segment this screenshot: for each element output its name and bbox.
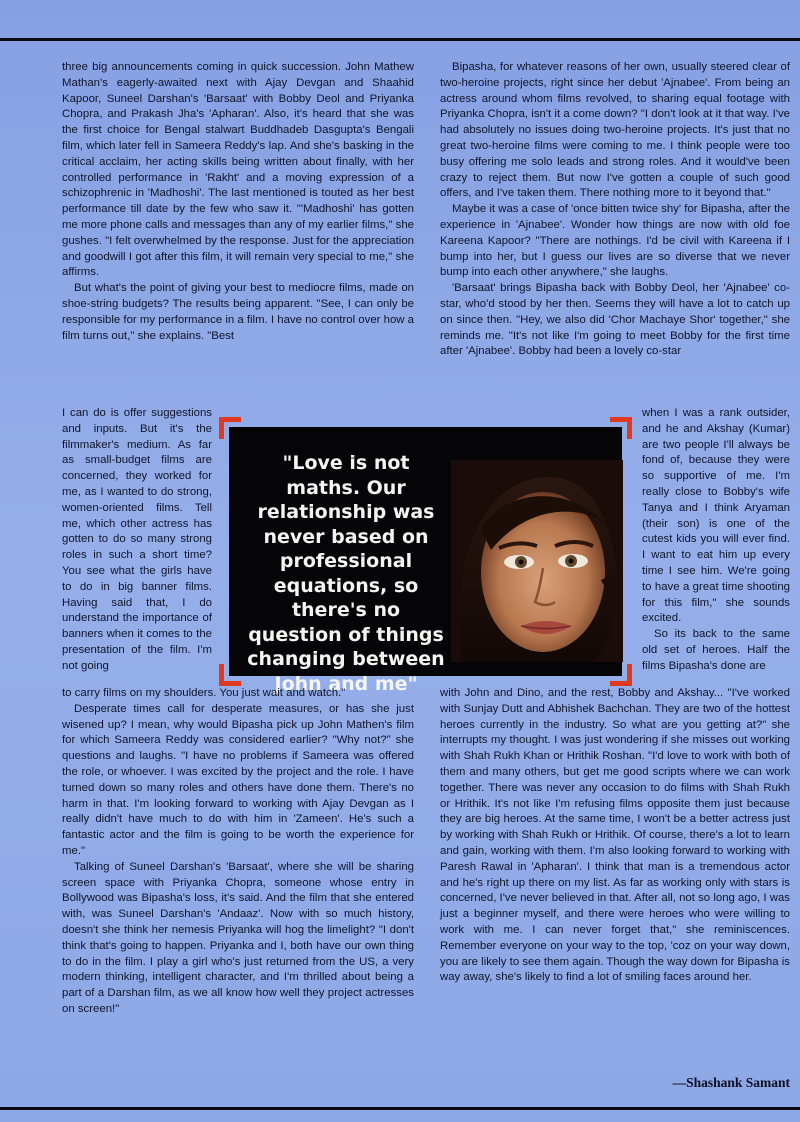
pull-quote-text: "Love is not maths. Our relationship was never based on professional equations, so there's no question of things changing between John and me" bbox=[247, 452, 445, 695]
paragraph: But what's the point of giving your best to mediocre films, made on shoe-string budgets? The results being apparent. "See, I can only be responsible for my performance in a film. I have no control over how a film turns out," she explains. "Best bbox=[62, 282, 415, 342]
column-left-top bbox=[62, 60, 414, 344]
paragraph: when I was a rank outsider, and he and Akshay (Kumar) are two people I'll always be fond of, because they were so supportive of me. I'm really close to Bobby's wife Tanya and I think Aryaman (their son) is one of the cutest kids you will ever find. I want to eat him up every time I see him. We're going to have a great time shooting for this film," she sounds excited. bbox=[642, 407, 790, 625]
column-left-bottom bbox=[62, 686, 414, 1018]
paragraph: So its back to the same old set of heroes. Half the films Bipasha's done are bbox=[642, 628, 790, 672]
paragraph: Desperate times call for desperate measures, or has she just wisened up? I mean, why would Bipasha pick up John Mathen's film for which Sameera Reddy was considered earlier? "Why not?" she questions and laughs. "I have no problems if Sameera was offered the role, or whoever. I was excited by the project and the role. I have turned down so many roles and others have done them. There's no harm in that. I'm looking forward to working with Ajay Devgan as I really didn't have much to do with him in 'Zameen'. He's such a fantastic actor and the film is going to be worth the experience for me." bbox=[62, 702, 414, 857]
paragraph: with John and Dino, and the rest, Bobby and Akshay... "I've worked with Sunjay Dutt and Abhishek Bachchan. They are two of the hottest heroes currently in the industry. So what are you getting at?" she interrupts my thought. I was just wondering if she misses out working with Shah Rukh Khan or Hrithik Roshan. "I'd love to work with both of them and many others, but get me good scripts where we can work together. There was never any occasion to do films with Shah Rukh or Hrithik. It's not like I'm refusing films opposite them just because they are big heroes. At the same time, I won't be a better actress just by working with Shah Rukh or Hrithik. Of course, there's a lot to learn and gain, working with them. I'm also looking forward to working with Paresh Rawal in 'Apharan'. I think that man is a tremendous actor and he's right up there on my list. As far as working only with stars is concerned, I've never believed in that. After all, not so long ago, I was just a beginner myself, and there were heroes who were willing to work with me. I can never forget that," she reminiscences. Remember everyone on your way to the top, 'coz on your way down, you are likely to see them again. Though the way down for Bipasha is way away, she's likely to find a lot of smiling faces around her. bbox=[440, 687, 790, 984]
pull-quote-panel bbox=[229, 427, 622, 695]
author-byline: —Shashank Samant bbox=[672, 1075, 790, 1090]
column-left-wrap bbox=[62, 406, 212, 675]
paragraph: Talking of Suneel Darshan's 'Barsaat', where she will be sharing screen space with Priyanka Chopra, someone whose entry in Bollywood was Bipasha's loss, it's said. And the film that she entered with, was Suneel Darshan's 'Andaaz'. Now with so much history, doesn't she think her nemesis Priyanka will hog the limelight? "I don't think that's going to happen. Priyanka and I, both have our own thing to do in the film. I play a girl who's just returned from the US, a very modern thinking, intelligent character, and I'm thrilled about being a part of a Darshan film, as we all know how well they project actresses on screen!" bbox=[62, 860, 414, 1015]
corner-bracket bbox=[219, 417, 241, 422]
column-right-wrap bbox=[642, 406, 790, 675]
paragraph: Maybe it was a case of 'once bitten twice shy' for Bipasha, after the experience in 'Ajnabee'. Wonder how things are now with old foe Kareena Kapoor? "There are nothings. I'd be civil with Kareena if I bump into her, but I guess our lives are so diverse that we never bump into each other anywhere," she laughs. bbox=[440, 203, 791, 279]
column-right-top bbox=[440, 60, 790, 360]
bottom-rule bbox=[0, 1107, 800, 1110]
corner-bracket bbox=[610, 417, 632, 422]
paragraph: Bipasha, for whatever reasons of her own, usually steered clear of two-heroine projects, right since her debut 'Ajnabee'. From being an actress around whom films revolved, to sharing equal footage with Priyanka Chopra, isn't it a come down? "I don't look at it that way. I've had absolutely no issues doing two-heroine projects. It's just that no great two-heroine films were coming to me. I think people were too busy offering me solo leads and strong roles. And it would've been crazy to reject them. But now I've gotten a couple of such good offers, and I've taken them. There nothing more to it beyond that." bbox=[440, 61, 790, 200]
paragraph: three big announcements coming in quick succession. John Mathew Mathan's eagerly-awaited next with Ajay Devgan and Shaahid Kapoor, Suneel Darshan's 'Barsaat' with Bobby Deol and Priyanka Chopra, and Prakash Jha's 'Apharan'. Also, it's heard that she was the first choice for Bengal stalwart Buddhadeb Dasgupta's Bengali film, which later fell in Sameera Reddy's lap. And she's basking in the critical acclaim, her acting skills being written about finally, with her controlled performance in 'Rakht' and a moving expression of a schizophrenic in 'Madhoshi'. The last mentioned is touted as her best performance till date by the few who saw it. "'Madhoshi' has gotten me more phone calls and messages than any of my earlier films," she gushes. "I felt overwhelmed by the response. Just for the appreciation and goodwill I got after this film, it will remain very special to me," she affirms. bbox=[62, 61, 414, 279]
paragraph: I can do is offer suggestions and inputs. But it's the filmmaker's medium. As far as small-budget films are concerned, they worked for me, as I wanted to do strong, women-oriented films. Tell me, which other actress has gotten to do so many strong roles in such a short time? You see what the girls have to do in big banner films. Having said that, I do understand the importance of banners when it comes to the presentation of the film. I'm not going bbox=[62, 407, 212, 672]
pull-quote-box bbox=[219, 417, 632, 695]
column-right-bottom bbox=[440, 686, 790, 986]
portrait-photo bbox=[451, 460, 623, 662]
paragraph: to carry films on my shoulders. You just wait and watch." bbox=[62, 687, 346, 699]
paragraph: 'Barsaat' brings Bipasha back with Bobby Deol, her 'Ajnabee' co-star, who'd stood by her then. Seems they will have a lot to catch up on since then. "Hey, we also did 'Chor Machaye Shor' together," she reminds me. "It's not like I'm going to meet Bobby for the first time after 'Ajnabee'. Bobby had been a lovely co-star bbox=[440, 282, 790, 358]
top-rule bbox=[0, 38, 800, 41]
